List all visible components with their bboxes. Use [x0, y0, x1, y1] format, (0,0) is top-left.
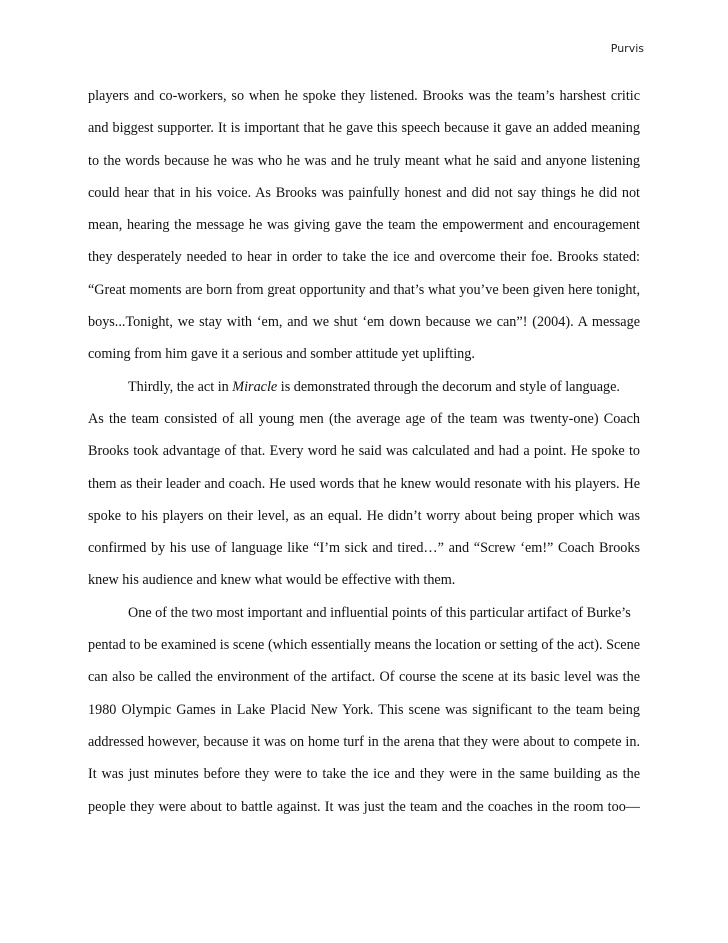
film-title: Miracle: [232, 378, 278, 395]
text-fragment: is demonstrated through the decorum and style of language.: [277, 378, 620, 395]
text-line: knew his audience and knew what would be effective with them.: [88, 572, 456, 589]
text-line: addressed however, because it was on home turf in the arena that they were about to compete in.: [88, 733, 640, 750]
text-line: confirmed by his use of language like “I’m sick and tired…” and “Screw ‘em!” Coach Brooks: [88, 540, 640, 557]
text-line: pentad to be examined is scene (which essentially means the location or setting of the act). Scene: [88, 637, 640, 654]
text-line: Brooks took advantage of that. Every word he said was calculated and had a point. He spoke to: [88, 443, 640, 460]
text-line: players and co-workers, so when he spoke they listened. Brooks was the team’s harshest critic: [88, 88, 640, 104]
text-line: boys...Tonight, we stay with ‘em, and we shut ‘em down because we can”! (2004). A message: [88, 314, 640, 331]
text-line: mean, hearing the message he was giving gave the team the empowerment and encouragement: [88, 217, 640, 234]
text-fragment: Thirdly, the act in: [128, 378, 233, 395]
text-line: [88, 371, 640, 403]
text-line: can also be called the environment of the artifact. Of course the scene at its basic level was the: [88, 669, 640, 686]
text-line: It was just minutes before they were to take the ice and they were in the same building as the: [88, 766, 640, 783]
paragraph-2: [88, 371, 640, 597]
paragraph-3: [88, 597, 640, 823]
text-line: and biggest supporter. It is important that he gave this speech because it gave an added meaning: [88, 120, 640, 137]
text-line: spoke to his players on their level, as an equal. He didn’t worry about being proper which was: [88, 507, 640, 524]
text-line: As the team consisted of all young men (the average age of the team was twenty-one) Coach: [88, 410, 640, 427]
running-header-surname: Purvis: [610, 42, 644, 55]
text-line: people they were about to battle against. It was just the team and the coaches in the room too—: [88, 798, 640, 815]
body-text: [88, 80, 640, 823]
text-line: them as their leader and coach. He used words that he knew would resonate with his players. He: [88, 475, 640, 492]
text-line: coming from him gave it a serious and somber attitude yet uplifting.: [88, 346, 475, 363]
text-line: could hear that in his voice. As Brooks was painfully honest and did not say things he did not: [88, 184, 640, 201]
text-line: One of the two most important and influential points of this particular artifact of Burke’s: [128, 604, 631, 621]
text-line: 1980 Olympic Games in Lake Placid New York. This scene was significant to the team being: [88, 701, 640, 718]
text-line: they desperately needed to hear in order to take the ice and overcome their foe. Brooks stated:: [88, 249, 640, 266]
text-line: to the words because he was who he was and he truly meant what he said and anyone listening: [88, 152, 640, 169]
text-line: “Great moments are born from great opportunity and that’s what you’ve been given here tonight,: [88, 281, 640, 298]
paragraph-1: [88, 80, 640, 371]
